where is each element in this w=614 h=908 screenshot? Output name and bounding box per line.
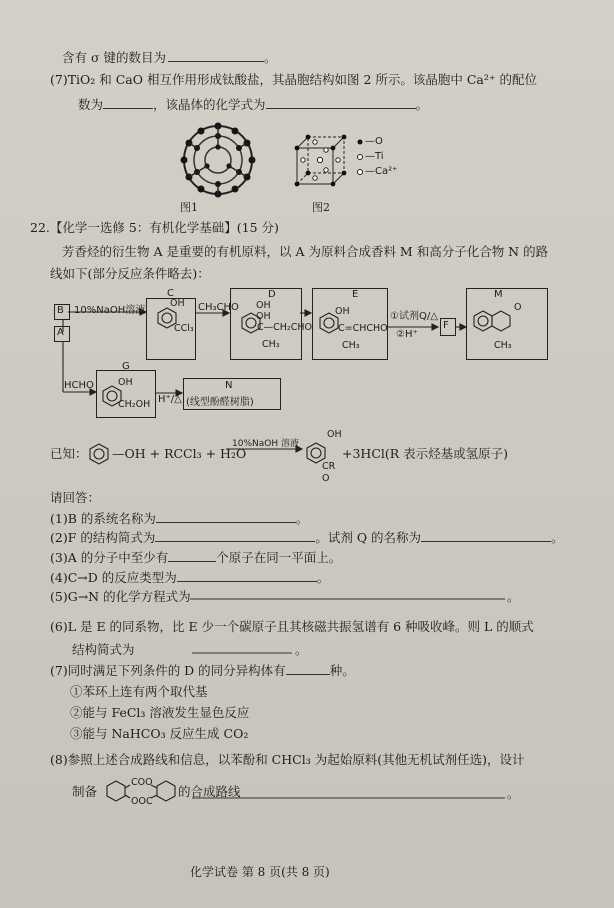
n-desc: (线型酚醛树脂) xyxy=(186,397,254,408)
label-g: G xyxy=(122,361,130,372)
e-ch3: CH₃ xyxy=(342,340,360,351)
known-reagent: 10%NaOH 溶液 xyxy=(232,439,299,449)
fig1-cluster xyxy=(181,123,256,198)
q22-heading: 22.【化学一选修 5：有机化学基础】(15 分) xyxy=(30,220,279,235)
q7-line2: 数为 ，该晶体的化学式为 。 xyxy=(78,97,429,112)
d-group: C—CH₂CHO xyxy=(257,322,312,333)
legend-o: —O xyxy=(365,136,383,147)
part-8-period: 。 xyxy=(507,786,520,801)
d-ch3: CH₃ xyxy=(262,339,280,350)
sigma-question: 含有 σ 键的数目为 。 xyxy=(62,50,277,65)
part-4: (4)C→D 的反应类型为 。 xyxy=(50,570,330,585)
part-2: (2)F 的结构简式为 。试剂 Q 的名称为 。 xyxy=(50,530,564,545)
known-reactants: —OH + RCCl₃ + H₂O xyxy=(112,446,247,461)
cond-1: ①苯环上连有两个取代基 xyxy=(70,684,208,699)
d-oh2: OH xyxy=(256,311,271,322)
part-5-period: 。 xyxy=(507,589,520,604)
q22-intro-line1: 芳香烃的衍生物 A 是重要的有机原料，以 A 为原料合成香料 M 和高分子化合物 N 的路 xyxy=(62,244,549,259)
label-b: B xyxy=(57,305,64,316)
g-group: CH₂OH xyxy=(118,399,151,410)
ask: 请回答： xyxy=(50,490,101,505)
known-prefix: 已知： xyxy=(50,446,88,461)
reagent-naoh: 10%NaOH溶液 xyxy=(74,305,146,316)
known-prod-cr: CR xyxy=(322,461,336,472)
known-prod-o: O xyxy=(322,473,330,484)
part-8-line1: (8)参照上述合成路线和信息，以苯酚和 CHCl₃ 为起始原料(其他无机试剂任选)，设计 xyxy=(50,752,525,767)
part-6-line2: 结构简式为 xyxy=(72,642,135,657)
legend-ti: —Ti xyxy=(365,151,384,162)
label-e: E xyxy=(352,289,359,300)
reagent-ch3cho: CH₃CHO xyxy=(198,302,239,313)
known-prod-oh: OH xyxy=(327,429,342,440)
m-ch3: CH₃ xyxy=(494,340,512,351)
c-group: CCl₃ xyxy=(174,323,194,334)
p8-coo: COO xyxy=(131,777,153,788)
part-6-line1: (6)L 是 E 的同系物，比 E 少一个碳原子且其核磁共振氢谱有 6 种吸收峰。则 L 的顺式 xyxy=(50,619,534,634)
part-7: (7)同时满足下列条件的 D 的同分异构体有 种。 xyxy=(50,663,355,678)
g-oh: OH xyxy=(118,377,133,388)
reagent-hcho: HCHO xyxy=(64,380,94,391)
part-8-route: 的合成路线 xyxy=(178,784,241,799)
page-footer: 化学试卷 第 8 页(共 8 页) xyxy=(190,865,330,879)
cond-2: ②能与 FeCl₃ 溶液发生显色反应 xyxy=(70,705,250,720)
part-1: (1)B 的系统名称为 。 xyxy=(50,511,309,526)
q22-intro-line2: 线如下(部分反应条件略去)： xyxy=(50,266,210,281)
fig2-caption: 图2 xyxy=(312,201,330,214)
reagent-q: ①试剂Q/△ xyxy=(390,311,438,322)
m-o: O xyxy=(514,302,522,313)
part-3: (3)A 的分子中至少有 个原子在同一平面上。 xyxy=(50,550,342,565)
q7-line1: (7)TiO₂ 和 CaO 相互作用形成钛酸盐，其晶胞结构如图 2 所示。该晶胞中 Ca²⁺ 的配位 xyxy=(50,72,537,87)
label-f: F xyxy=(443,320,449,331)
label-m: M xyxy=(494,289,503,300)
e-oh: OH xyxy=(335,306,350,317)
fig2-cell xyxy=(295,135,363,187)
cond-3: ③能与 NaHCO₃ 反应生成 CO₂ xyxy=(70,726,249,741)
c-oh: OH xyxy=(170,298,185,309)
part-6-period: 。 xyxy=(295,642,308,657)
part-5: (5)G→N 的化学方程式为 xyxy=(50,589,191,604)
e-group: C=CHCHO xyxy=(338,323,388,334)
reagent-h: ②H⁺ xyxy=(396,329,418,340)
reagent-h-heat: H⁺/△ xyxy=(158,394,182,405)
label-c: C xyxy=(167,288,174,299)
fig1-caption: 图1 xyxy=(180,201,198,214)
d-oh1: OH xyxy=(256,300,271,311)
label-a: A xyxy=(57,327,64,338)
label-d: D xyxy=(268,289,276,300)
label-n: N xyxy=(225,380,233,391)
known-suffix: +3HCl(R 表示烃基或氢原子) xyxy=(342,446,509,461)
p8-ooc: OOC xyxy=(131,796,153,807)
legend-ca: —Ca²⁺ xyxy=(365,166,398,177)
part-8-prepare: 制备 xyxy=(72,784,98,799)
